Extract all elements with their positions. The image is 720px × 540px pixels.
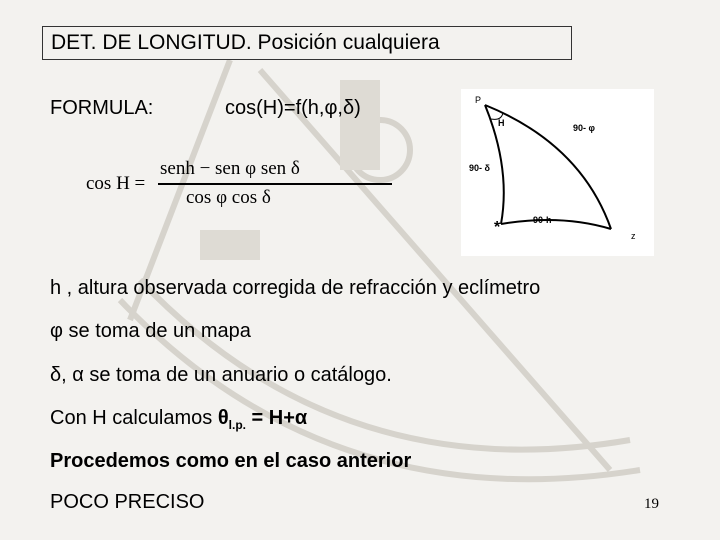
- fraction-bar: [158, 183, 392, 185]
- page-number: 19: [644, 496, 659, 512]
- equation-numerator: senh − sen φ sen δ: [160, 158, 300, 179]
- label-h: H: [498, 118, 505, 128]
- latitude-definition: φ se toma de un mapa: [50, 320, 251, 342]
- equation-lhs: cos H =: [86, 173, 146, 194]
- label-coaltitude: 90-h: [533, 215, 552, 225]
- slide-title: DET. DE LONGITUD. Posición cualquiera: [42, 26, 572, 60]
- label-colatitude: 90- φ: [573, 123, 595, 133]
- theta-prefix: Con H calculamos: [50, 407, 218, 429]
- precision-note: POCO PRECISO: [50, 491, 205, 513]
- theta-subscript: l.p.: [228, 418, 246, 432]
- label-star: *: [494, 219, 501, 236]
- label-p: P: [475, 95, 482, 105]
- declination-definition: δ, α se toma de un anuario o catálogo.: [50, 364, 392, 386]
- spherical-triangle-diagram: [461, 89, 654, 256]
- label-codeclination: 90- δ: [469, 163, 490, 173]
- theta-suffix: = H+α: [246, 407, 308, 429]
- triangle-side-star-z: [501, 220, 611, 229]
- theta-symbol: θ: [217, 407, 229, 429]
- procedure-note: Procedemos como en el caso anterior: [50, 450, 412, 472]
- equation-denominator: cos φ cos δ: [186, 187, 271, 208]
- formula-label: FORMULA:: [50, 97, 154, 119]
- label-z: z: [631, 231, 636, 241]
- altitude-definition: h , altura observada corregida de refracción y eclímetro: [50, 277, 541, 299]
- theta-calculation: [50, 407, 307, 432]
- formula-expression: cos(H)=f(h,φ,δ): [225, 97, 361, 119]
